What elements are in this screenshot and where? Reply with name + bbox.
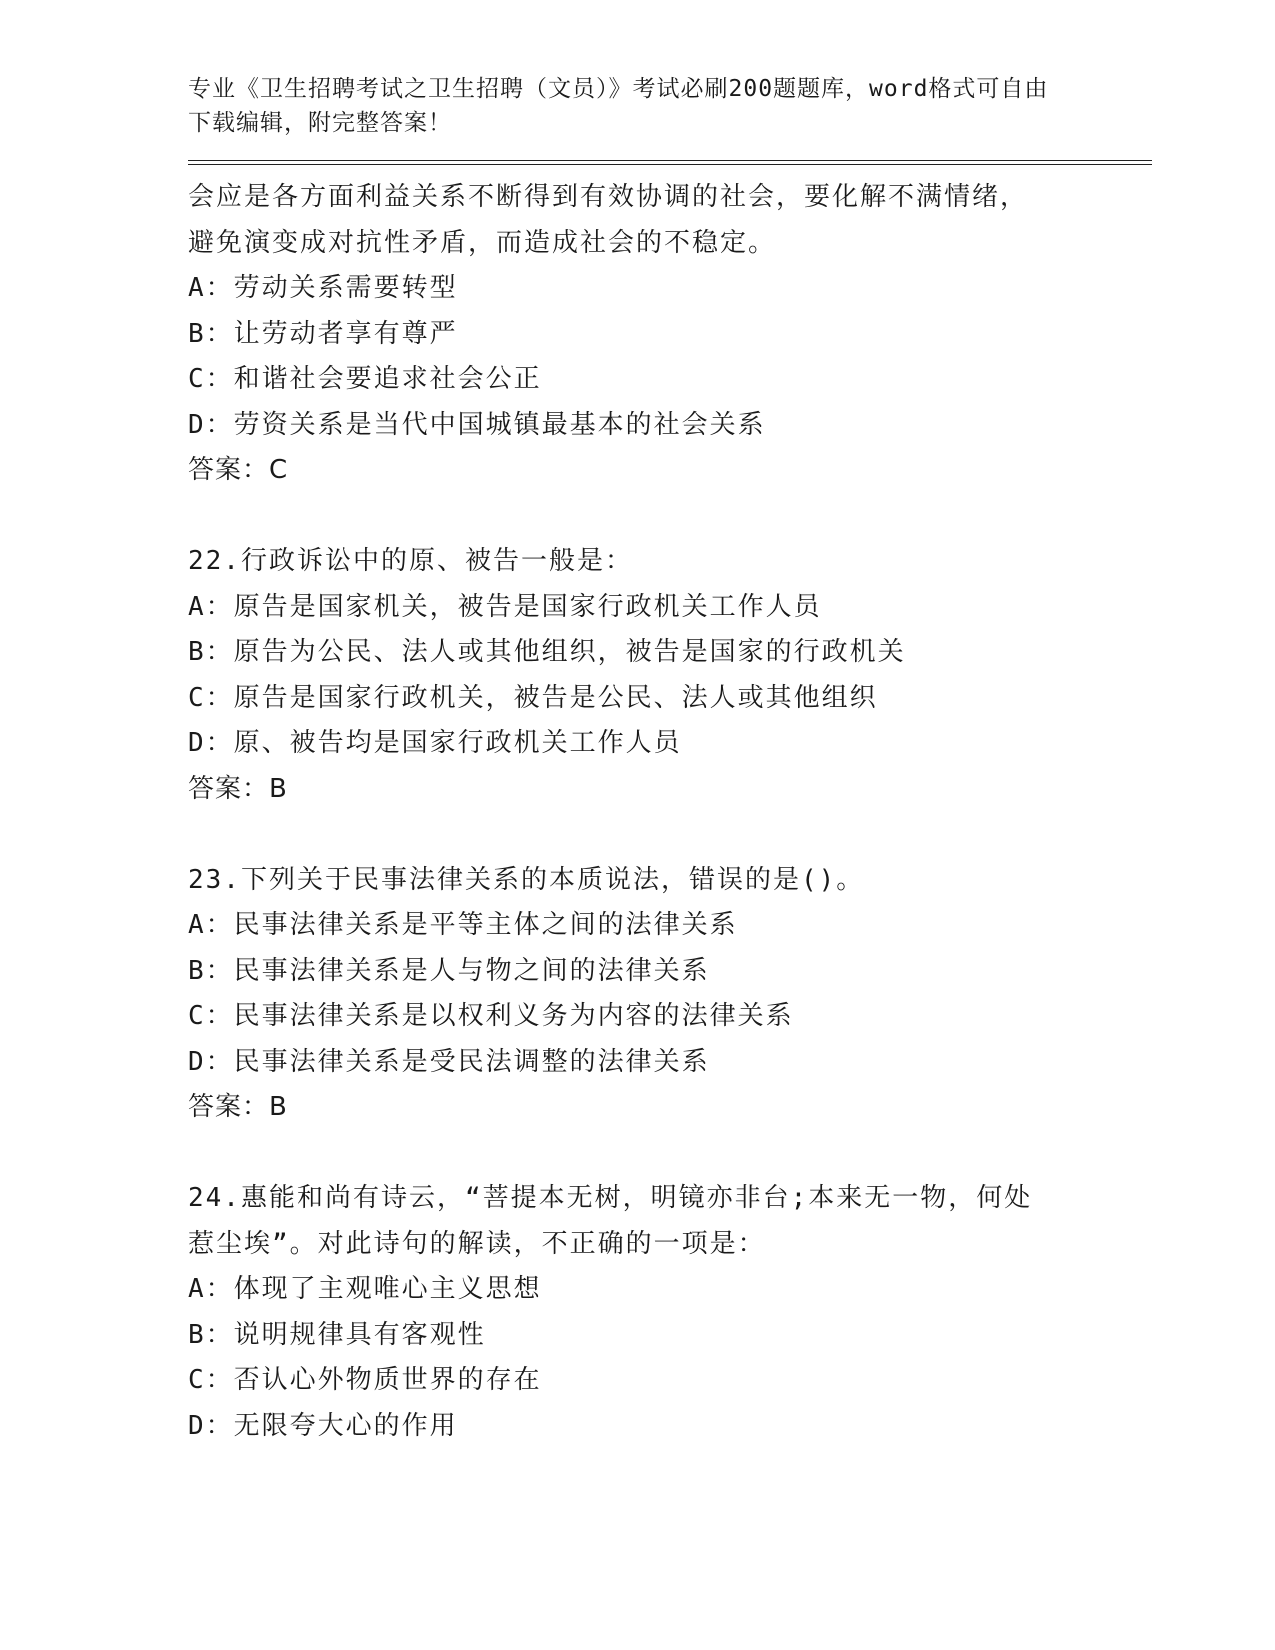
question-22 [188, 539, 1152, 812]
option-c: C：原告是国家行政机关，被告是公民、法人或其他组织 [188, 682, 878, 713]
question-stem-line: 惹尘埃”。对此诗句的解读，不正确的一项是： [188, 1228, 766, 1259]
answer-label: 答案：B [188, 1092, 288, 1122]
spacer [188, 1131, 1152, 1177]
document-page [188, 72, 1152, 1449]
document-header: 专业《卫生招聘考试之卫生招聘（文员）》考试必刷200题题库，word格式可自由下载编辑，附完整答案！ [188, 76, 1049, 136]
option-a: A：原告是国家机关，被告是国家行政机关工作人员 [188, 591, 822, 622]
answer-label: 答案：B [188, 773, 288, 804]
option-b: B：说明规律具有客观性 [188, 1319, 486, 1350]
question-list [188, 175, 1152, 1449]
question-stem-line: 会应是各方面利益关系不断得到有效协调的社会，要化解不满情绪， [188, 182, 1029, 212]
option-d: D：无限夸大心的作用 [188, 1410, 458, 1441]
question-stem: 22.行政诉讼中的原、被告一般是： [188, 546, 633, 576]
option-c: C：否认心外物质世界的存在 [188, 1365, 542, 1395]
option-c: C：和谐社会要追求社会公正 [188, 364, 542, 394]
question-stem-line: 避免演变成对抗性矛盾，而造成社会的不稳定。 [188, 227, 777, 258]
option-a: A：民事法律关系是平等主体之间的法律关系 [188, 910, 738, 940]
option-a: A：劳动关系需要转型 [188, 273, 458, 303]
spacer [188, 494, 1152, 540]
answer-label: 答案：C [188, 455, 289, 485]
option-d: D：劳资关系是当代中国城镇最基本的社会关系 [188, 409, 766, 440]
header-divider [188, 160, 1152, 165]
option-a: A：体现了主观唯心主义思想 [188, 1274, 542, 1304]
question-stem: 23.下列关于民事法律关系的本质说法，错误的是()。 [188, 864, 865, 895]
spacer [188, 812, 1152, 858]
option-b: B：原告为公民、法人或其他组织，被告是国家的行政机关 [188, 637, 906, 667]
question-24 [188, 1176, 1152, 1449]
option-d: D：民事法律关系是受民法调整的法律关系 [188, 1046, 710, 1077]
question-stem-line: 24.惠能和尚有诗云，“菩提本无树，明镜亦非台;本来无一物，何处 [188, 1183, 1033, 1213]
option-b: B：让劳动者享有尊严 [188, 318, 458, 349]
question-23 [188, 858, 1152, 1131]
question-21-continued [188, 175, 1152, 494]
option-d: D：原、被告均是国家行政机关工作人员 [188, 728, 682, 758]
option-c: C：民事法律关系是以权利义务为内容的法律关系 [188, 1001, 794, 1031]
option-b: B：民事法律关系是人与物之间的法律关系 [188, 955, 710, 986]
